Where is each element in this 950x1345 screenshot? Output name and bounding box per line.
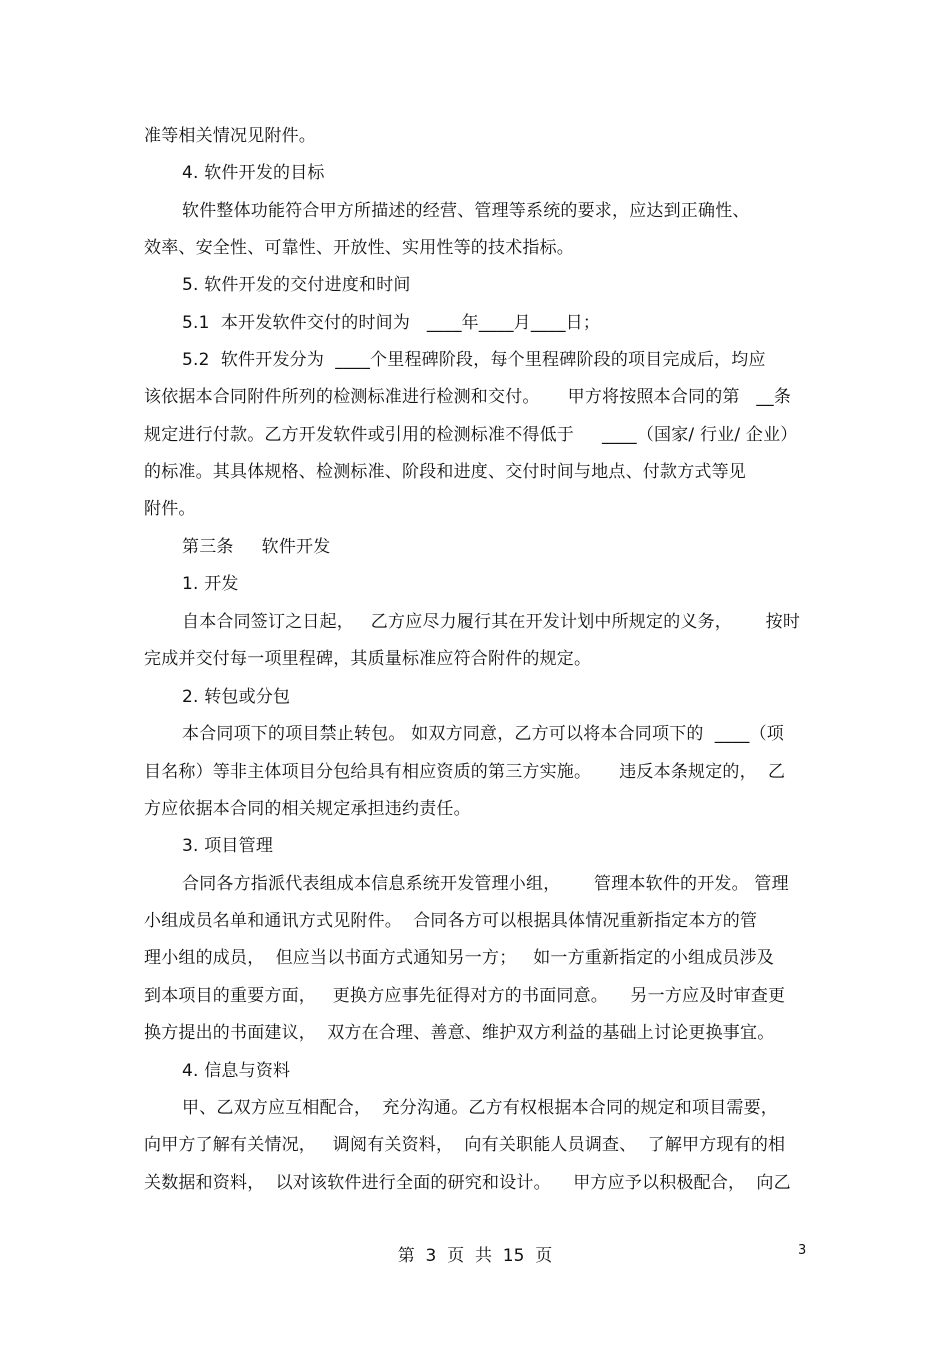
section-heading: 2. 转包或分包 bbox=[182, 687, 291, 707]
page-footer: 第 3 页 共 15 页 bbox=[397, 1246, 553, 1266]
text-line: 到本项目的重要方面， 更换方应事先征得对方的书面同意。 另一方应及时审查更 bbox=[144, 986, 786, 1006]
text-line: 附件。 bbox=[144, 499, 196, 519]
section-heading: 5. 软件开发的交付进度和时间 bbox=[182, 275, 411, 295]
text-line: 准等相关情况见附件。 bbox=[144, 126, 316, 146]
text-line: 该依据本合同附件所列的检测标准进行检测和交付。 甲方将按照本合同的第 __条 bbox=[144, 387, 792, 407]
section-heading: 3. 项目管理 bbox=[182, 836, 274, 856]
text-line: 目名称）等非主体项目分包给具有相应资质的第三方实施。 违反本条规定的， 乙 bbox=[144, 762, 786, 782]
text-line: 向甲方了解有关情况， 调阅有关资料， 向有关职能人员调查、 了解甲方现有的相 bbox=[144, 1135, 786, 1155]
text-line: 方应依据本合同的相关规定承担违约责任。 bbox=[144, 799, 471, 819]
section-heading: 4. 软件开发的目标 bbox=[182, 163, 325, 183]
text-line: 5.1 本开发软件交付的时间为 ____年____月____日； bbox=[182, 313, 601, 333]
text-line: 的标准。其具体规格、检测标准、阶段和进度、交付时间与地点、付款方式等见 bbox=[144, 462, 746, 482]
text-line: 自本合同签订之日起， 乙方应尽力履行其在开发计划中所规定的义务， 按时 bbox=[182, 612, 801, 632]
text-line: 合同各方指派代表组成本信息系统开发管理小组， 管理本软件的开发。 管理 bbox=[182, 874, 789, 894]
text-line: 甲、乙双方应互相配合， 充分沟通。乙方有权根据本合同的规定和项目需要， bbox=[182, 1098, 779, 1118]
text-line: 软件整体功能符合甲方所描述的经营、管理等系统的要求，应达到正确性、 bbox=[182, 201, 750, 221]
article-heading: 第三条 软件开发 bbox=[182, 537, 331, 557]
text-line: 理小组的成员， 但应当以书面方式通知另一方； 如一方重新指定的小组成员涉及 bbox=[144, 948, 775, 968]
text-line: 小组成员名单和通讯方式见附件。 合同各方可以根据具体情况重新指定本方的管 bbox=[144, 911, 758, 931]
text-line: 5.2 软件开发分为 ____个里程碑阶段，每个里程碑阶段的项目完成后，均应 bbox=[182, 350, 766, 370]
text-line: 效率、安全性、可靠性、开放性、实用性等的技术指标。 bbox=[144, 238, 574, 258]
text-line: 换方提出的书面建议， 双方在合理、善意、维护双方利益的基础上讨论更换事宜。 bbox=[144, 1023, 775, 1043]
section-heading: 1. 开发 bbox=[182, 574, 239, 594]
page-number: 3 bbox=[798, 1243, 807, 1258]
section-heading: 4. 信息与资料 bbox=[182, 1061, 291, 1081]
text-line: 关数据和资料， 以对该软件进行全面的研究和设计。 甲方应予以积极配合， 向乙 bbox=[144, 1173, 791, 1193]
text-line: 本合同项下的项目禁止转包。 如双方同意，乙方可以将本合同项下的 ____（项 bbox=[182, 724, 785, 744]
text-line: 完成并交付每一项里程碑，其质量标准应符合附件的规定。 bbox=[144, 649, 592, 669]
text-line: 规定进行付款。乙方开发软件或引用的检测标准不得低于 ____（国家/ 行业/ 企业） bbox=[144, 425, 798, 445]
